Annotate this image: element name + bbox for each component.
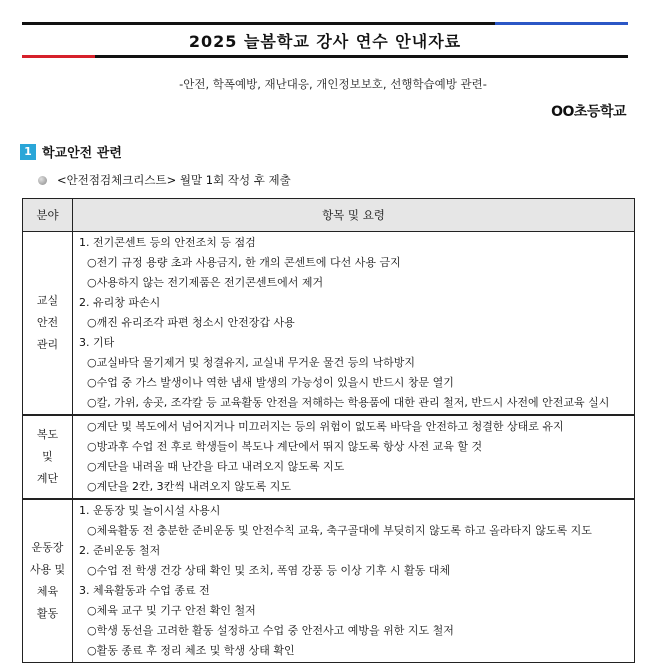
list-item: ○전기 규정 용량 초과 사용금지, 한 개의 콘센트에 다선 사용 금지 — [87, 256, 401, 269]
document-title: 2025 늘봄학교 강사 연수 안내자료 — [188, 31, 462, 51]
school-name: OO초등학교 — [551, 104, 626, 120]
header-items: 항목 및 요령 — [73, 199, 635, 232]
items-cell — [73, 232, 635, 416]
list-item: ○계단을 내려올 때 난간을 타고 내려오지 않도록 지도 — [87, 460, 345, 473]
bullet-icon — [38, 176, 47, 185]
section-number-badge: 1 — [20, 144, 36, 160]
list-item: ○체육활동 전 충분한 준비운동 및 안전수칙 교육, 축구골대에 부딪히지 않도록 하고 올라타지 않도록 지도 — [87, 524, 592, 537]
table-row — [23, 232, 635, 416]
list-item: ○칼, 가위, 송곳, 조각칼 등 교육활동 안전을 저해하는 학용품에 대한 관리 철저, 반드시 사전에 안전교육 실시 — [87, 396, 610, 409]
items-cell — [73, 499, 635, 663]
list-item: ○계단을 2칸, 3칸씩 내려오지 않도록 지도 — [87, 480, 291, 493]
list-item: 1. 운동장 및 놀이시설 사용시 — [79, 504, 221, 517]
table-row — [23, 415, 635, 499]
list-item: ○방과후 수업 전 후로 학생들이 복도나 계단에서 뛰지 않도록 항상 사전 교육 할 것 — [87, 440, 483, 453]
list-item: 2. 준비운동 철저 — [79, 544, 161, 557]
list-item: ○계단 및 복도에서 넘어지거나 미끄러지는 등의 위험이 없도록 바닥을 안전하고 청결한 상태로 유지 — [87, 420, 564, 433]
list-item: ○학생 동선을 고려한 활동 설정하고 수업 중 안전사고 예방을 위한 지도 철저 — [87, 624, 454, 637]
header-category: 분야 — [23, 199, 73, 232]
document-subtitle: -안전, 학폭예방, 재난대응, 개인정보보호, 선행학습예방 관련- — [179, 77, 487, 91]
category-cell: 교실 안전 관리 — [23, 232, 73, 416]
section-title: 학교안전 관련 — [42, 146, 122, 161]
list-item: ○교실바닥 물기제거 및 청결유지, 교실내 무거운 물건 등의 낙하방지 — [87, 356, 415, 369]
section-heading — [20, 142, 122, 161]
safety-table — [22, 198, 635, 663]
list-item: ○체육 교구 및 기구 안전 확인 철저 — [87, 604, 256, 617]
checklist-note — [38, 172, 291, 188]
list-item: ○활동 종료 후 정리 체조 및 학생 상태 확인 — [87, 644, 295, 657]
list-item: ○사용하지 않는 전기제품은 전기콘센트에서 제거 — [87, 276, 324, 289]
list-item: 3. 체육활동과 수업 종료 전 — [79, 584, 210, 597]
category-cell: 복도 및 계단 — [23, 415, 73, 499]
items-cell — [73, 415, 635, 499]
title-bottom-rule — [22, 55, 628, 58]
list-item: 3. 기타 — [79, 336, 115, 349]
category-cell: 운동장 사용 및 체육 활동 — [23, 499, 73, 663]
list-item: ○깨진 유리조각 파편 청소시 안전장갑 사용 — [87, 316, 295, 329]
list-item: 2. 유리창 파손시 — [79, 296, 161, 309]
table-row — [23, 499, 635, 663]
list-item: ○수업 중 가스 발생이나 역한 냄새 발생의 가능성이 있을시 반드시 창문 열기 — [87, 376, 454, 389]
list-item: ○수업 전 학생 건강 상태 확인 및 조치, 폭염 강풍 등 이상 기후 시 활동 대체 — [87, 564, 451, 577]
checklist-note-text: <안전점검체크리스트> 월말 1회 작성 후 제출 — [57, 173, 291, 187]
title-banner — [22, 22, 628, 58]
list-item: 1. 전기콘센트 등의 안전조치 등 점검 — [79, 236, 256, 249]
